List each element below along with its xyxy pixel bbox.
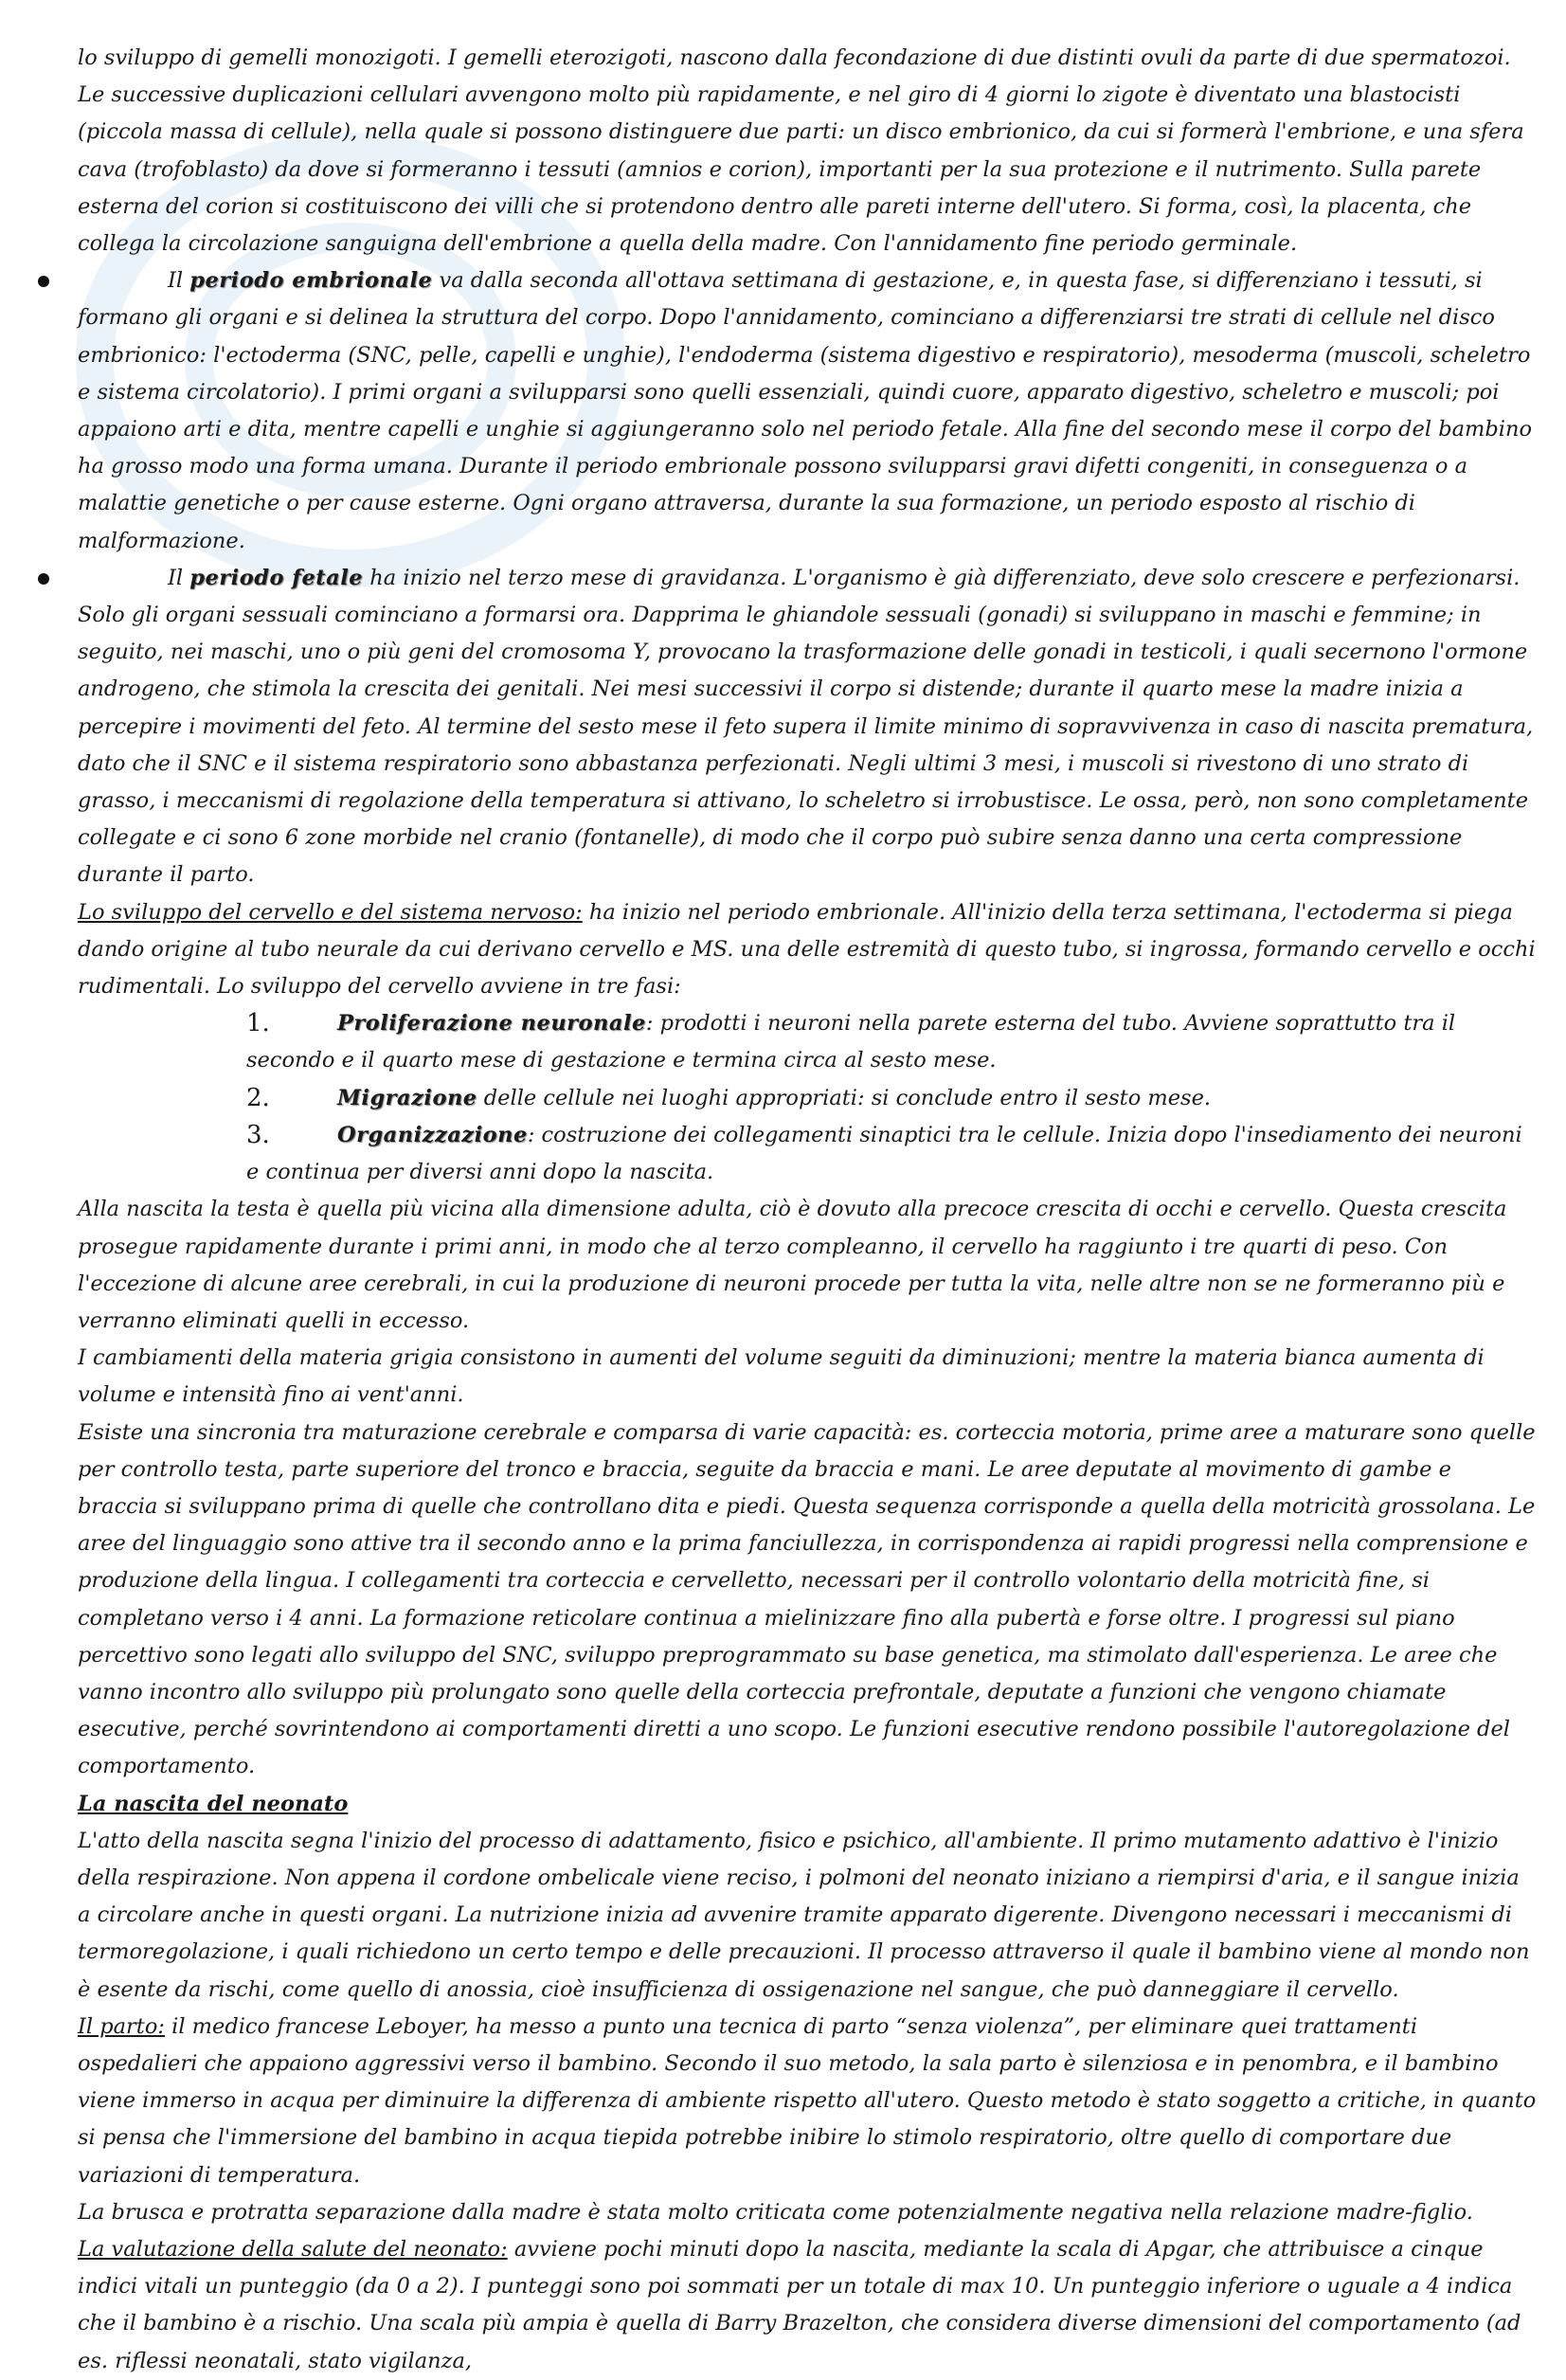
label-evaluation: La valutazione della salute del neonato: — [78, 2236, 508, 2262]
label-delivery: Il parto: — [78, 2013, 165, 2039]
list-item: 2. Migrazione delle cellule nei luoghi appropriati: si conclude entro il sesto mese. — [246, 1083, 1212, 1112]
bullet-fetal — [78, 560, 1537, 894]
paragraph-separation: La brusca e protratta separazione dalla madre è stata molto criticata come potenzialmente negativa nella relazione madre-figlio. — [78, 2199, 1473, 2225]
paragraph-evaluation: La valutazione della salute del neonato: avviene pochi minuti dopo la nascita, mediante la scala di Apgar, che attribuisce a cinque indici vitali un punteggio (da 0 a 2). I punteggi sono poi sommati per un totale di max 10. Un punteggio inferiore o uguale a 4 indica che il bambino è a rischio. Una scala più ampia è quella di Barry Brazelton, che considera diverse dimensioni del comportamento (ad es. riflessi neonatali, stato vigilanza, — [78, 2236, 1521, 2373]
phases-list — [78, 1005, 1537, 1191]
paragraph-birth: L'atto della nascita segna l'inizio del processo di adattamento, fisico e psichico, all'ambiente. Il primo mutamento adattivo è l'inizio della respirazione. Non appena il cordone ombelicale viene reciso, i polmoni del neonato iniziano a riempirsi d'aria, e il sangue inizia a circolare anche in questi organi. La nutrizione inizia ad avvenire tramite apparato digerente. Divengono necessari i meccanismi di termoregolazione, i quali richiedono un certo tempo e delle precauzioni. Il processo attraverso il quale il bambino viene al mondo non è esente da rischi, come quello di anossia, cioè insufficienza di ossigenazione nel sangue, che può danneggiare il cervello. — [78, 1828, 1530, 2002]
paragraph-brain: Lo sviluppo del cervello e del sistema nervoso: ha inizio nel periodo embrionale. All'inizio della terza settimana, l'ectoderma si piega dando origine al tubo neurale da cui derivano cervello e MS. una delle estremità di questo tubo, si ingrossa, formando cervello e occhi rudimentali. Lo sviluppo del cervello avviene in tre fasi: — [78, 899, 1536, 1000]
bullet-icon — [38, 276, 49, 287]
term-embryonic-period: periodo embrionale — [189, 268, 433, 294]
paragraph-germinal: lo sviluppo di gemelli monozigoti. I gemelli eterozigoti, nascono dalla fecondazione di due distinti ovuli da parte di due spermatozoi. Le successive duplicazioni cellulari avvengono molto più rapidamente, e nel giro di 4 giorni lo zigote è diventato una blastocisti (piccola massa di cellule), nella quale si possono distinguere due parti: un disco embrionico, da cui si formerà l'embrione, e una sfera cava (trofoblasto) da dove si formeranno i tessuti (amnios e corion), importanti per la sua protezione e il nutrimento. Sulla parete esterna del corion si costituiscono dei villi che si protendono dentro alle pareti interne dell'utero. Si forma, così, la placenta, che collega la circolazione sanguigna dell'embrione a quella della madre. Con l'annidamento fine periodo germinale. — [78, 45, 1524, 257]
paragraph-delivery: Il parto: il medico francese Leboyer, ha messo a punto una tecnica di parto “senza violenza”, per eliminare quei trattamenti ospedalieri che appaiono aggressivi verso il bambino. Secondo il suo metodo, la sala parto è silenziosa e in penombra, e il bambino viene immerso in acqua per diminuire la differenza di ambiente rispetto all'utero. Questo metodo è stato soggetto a critiche, in quanto si pensa che l'immersione del bambino in acqua tiepida potrebbe inibire lo stimolo respiratorio, oltre quello di comportare due variazioni di temperatura. — [78, 2013, 1537, 2188]
paragraph-head-size: Alla nascita la testa è quella più vicina alla dimensione adulta, ciò è dovuto alla precoce crescita di occhi e cervello. Questa crescita prosegue rapidamente durante i primi anni, in modo che al terzo compleanno, il cervello ha raggiunto i tre quarti di peso. Con l'eccezione di alcune aree cerebrali, in cui la produzione di neuroni procede per tutta la vita, nelle altre non se ne formeranno più e verranno eliminati quelli in eccesso. — [78, 1197, 1507, 1333]
paragraph-synchrony: Esiste una sincronia tra maturazione cerebrale e comparsa di varie capacità: es. corteccia motoria, prime aree a maturare sono quelle per controllo testa, parte superiore del tronco e braccia, seguite da braccia e mani. Le aree deputate al movimento di gambe e braccia si sviluppano prima di quelle che controllano dita e piedi. Questa sequenza corrisponde a quella della motricità grossolana. Le aree del linguaggio sono attive tra il secondo anno e la prima fanciullezza, in corrispondenza ai rapidi progressi nella comprensione e produzione della lingua. I collegamenti tra corteccia e cervelletto, necessari per il controllo volontario della motricità fine, si completano verso i 4 anni. La formazione reticolare continua a mielinizzare fino alla pubertà e forse oltre. I progressi sul piano percettivo sono legati allo sviluppo del SNC, sviluppo preprogrammato su base genetica, ma stimolato dall'esperienza. Le aree che vanno incontro allo sviluppo più prolungato sono quelle della corteccia prefrontale, deputate a funzioni che vengono chiamate esecutive, perché sovrintendono ai comportamenti diretti a uno scopo. Le funzioni esecutive rendono possibile l'autoregolazione del comportamento. — [78, 1419, 1536, 1779]
list-item: 3. Organizzazione: costruzione dei collegamenti sinaptici tra le cellule. Inizia dopo l'insediamento dei neuroni e continua per diversi anni dopo la nascita. — [246, 1120, 1522, 1185]
document-page — [78, 40, 1537, 2380]
label-brain-development: Lo sviluppo del cervello e del sistema nervoso: — [78, 899, 583, 925]
bullet-embryonic — [78, 262, 1537, 560]
bullet-icon — [38, 573, 49, 585]
list-item: 1. Proliferazione neuronale: prodotti i neuroni nella parete esterna del tubo. Avviene soprattutto tra il secondo e il quarto mese di gestazione e termina circa al sesto mese. — [246, 1009, 1456, 1073]
term-fetal-period: periodo fetale — [189, 565, 364, 590]
paragraph-embryonic: Il periodo embrionale va dalla seconda all'ottava settimana di gestazione, e, in questa fase, si differenziano i tessuti, si formano gli organi e si delinea la struttura del corpo. Dopo l'annidamento, cominciano a differenziarsi tre strati di cellule nel disco embrionico: l'ectoderma (SNC, pelle, capelli e unghie), l'endoderma (sistema digestivo e respiratorio), mesoderma (muscoli, scheletro e sistema circolatorio). I primi organi a svilupparsi sono quelli essenziali, quindi cuore, apparato digestivo, scheletro e muscoli; poi appaiono arti e dita, mentre capelli e unghie si aggiungeranno solo nel periodo fetale. Alla fine del secondo mese il corpo del bambino ha grosso modo una forma umana. Durante il periodo embrionale possono svilupparsi gravi difetti congeniti, in conseguenza o a malattie genetiche o per cause esterne. Ogni organo attraversa, durante la sua formazione, un periodo esposto al rischio di malformazione. — [78, 268, 1532, 553]
paragraph-fetal: Il periodo fetale ha inizio nel terzo mese di gravidanza. L'organismo è già differenziato, deve solo crescere e perfezionarsi. Solo gli organi sessuali cominciano a formarsi ora. Dapprima le ghiandole sessuali (gonadi) si sviluppano in maschi e femmine; in seguito, nei maschi, uno o più geni del cromosoma Y, provocano la trasformazione delle gonadi in testicoli, i quali secernono l'ormone androgeno, che stimola la crescita dei genitali. Nei mesi successivi il corpo si distende; durante il quarto mese la madre inizia a percepire i movimenti del feto. Al termine del sesto mese il feto supera il limite minimo di sopravvivenza in caso di nascita prematura, dato che il SNC e il sistema respiratorio sono abbastanza perfezionati. Negli ultimi 3 mesi, i muscoli si rivestono di uno strato di grasso, i meccanismi di regolazione della temperatura si attivano, lo scheletro si irrobustisce. Le ossa, però, non sono completamente collegate e ci sono 6 zone morbide nel cranio (fontanelle), di modo che il corpo può subire senza danno una certa compressione durante il parto. — [78, 565, 1534, 888]
paragraph-grey-matter: I cambiamenti della materia grigia consistono in aumenti del volume seguiti da diminuzioni; mentre la materia bianca aumenta di volume e intensità fino ai vent'anni. — [78, 1345, 1485, 1408]
heading-birth: La nascita del neonato — [78, 1791, 349, 1816]
